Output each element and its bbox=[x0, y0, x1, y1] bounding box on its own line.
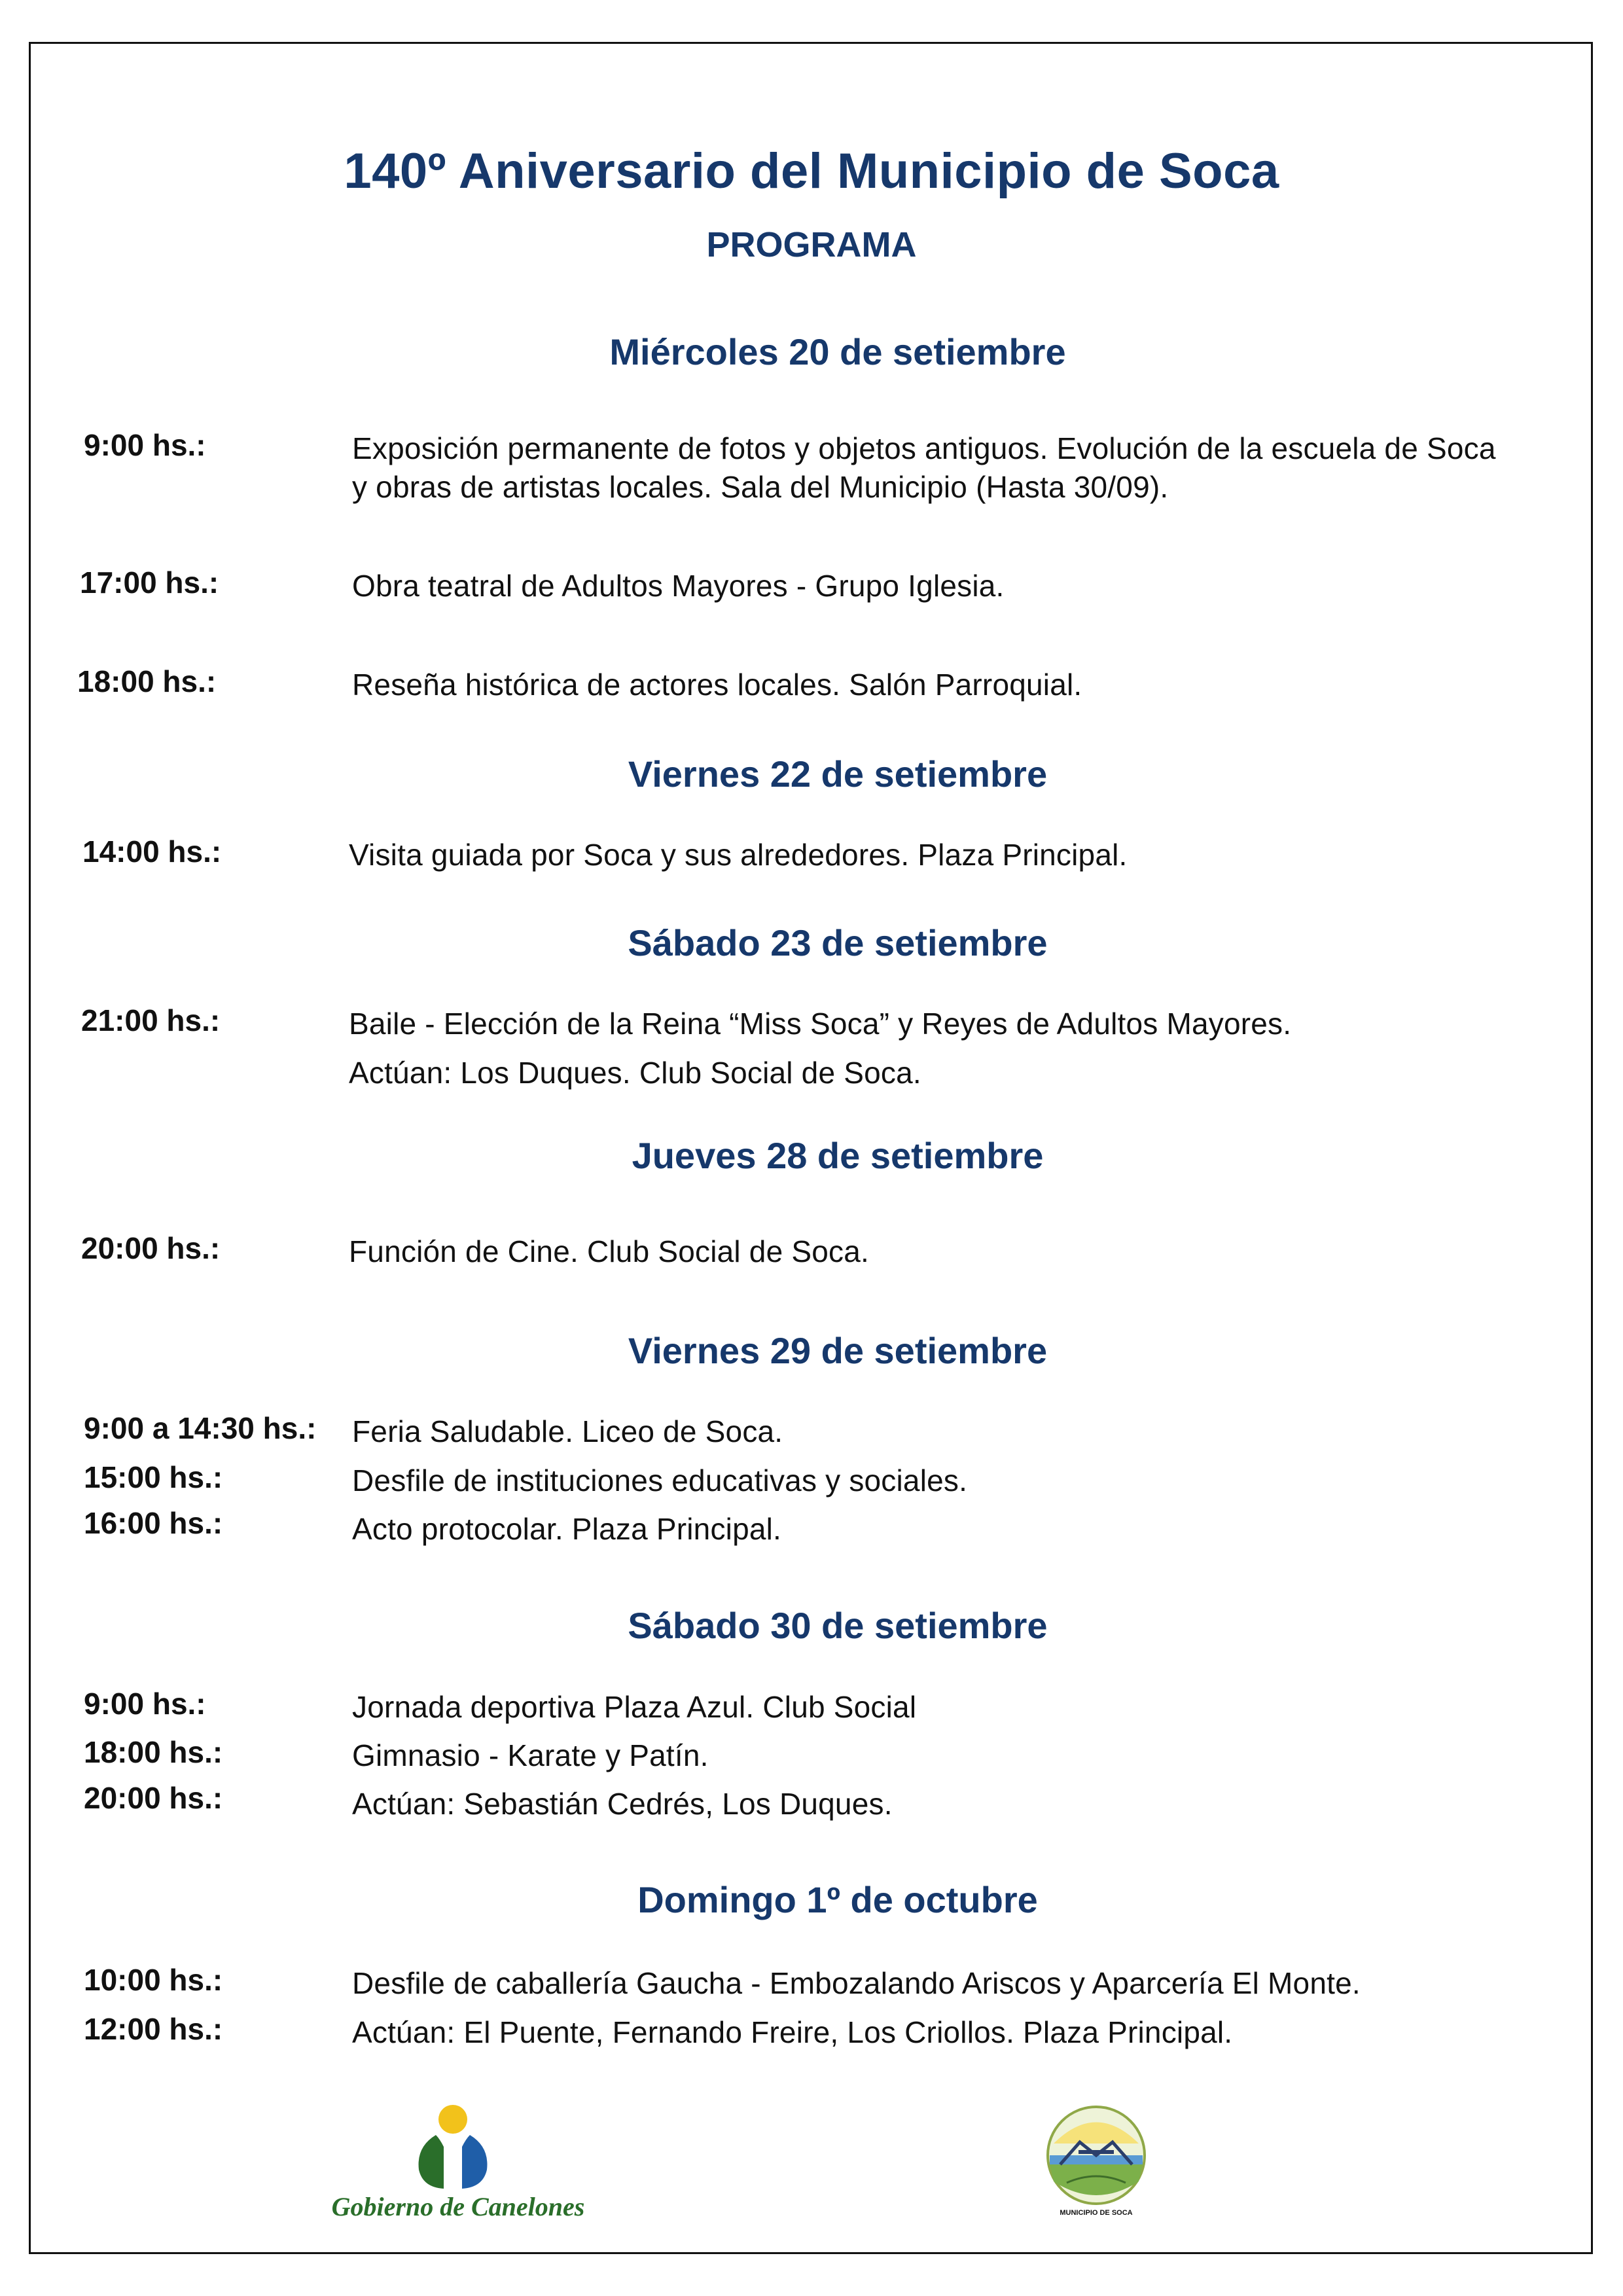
event-time: 12:00 hs.: bbox=[84, 2012, 223, 2046]
event-time: 20:00 hs.: bbox=[81, 1231, 221, 1265]
event-description: Actúan: El Puente, Fernando Freire, Los Criollos. Plaza Principal. bbox=[352, 2015, 1233, 2049]
event-description: Actúan: Los Duques. Club Social de Soca. bbox=[349, 1056, 921, 1090]
day-heading: Domingo 1º de octubre bbox=[637, 1879, 1038, 1920]
municipio-soca-seal-icon bbox=[1041, 2104, 1152, 2206]
page-title: 140º Aniversario del Municipio de Soca bbox=[344, 143, 1279, 199]
day-heading: Viernes 29 de setiembre bbox=[628, 1330, 1048, 1371]
event-description: Función de Cine. Club Social de Soca. bbox=[349, 1234, 869, 1268]
event-description: Gimnasio - Karate y Patín. bbox=[352, 1738, 709, 1772]
event-description: Reseña histórica de actores locales. Salón Parroquial. bbox=[352, 668, 1082, 702]
event-time: 21:00 hs.: bbox=[81, 1003, 221, 1037]
event-time: 14:00 hs.: bbox=[82, 834, 222, 869]
event-description: Exposición permanente de fotos y objetos antiguos. Evolución de la escuela de Soca bbox=[352, 431, 1496, 465]
day-heading: Jueves 28 de setiembre bbox=[632, 1135, 1044, 1176]
event-time: 18:00 hs.: bbox=[77, 664, 217, 698]
day-heading: Sábado 30 de setiembre bbox=[628, 1605, 1048, 1646]
event-time: 16:00 hs.: bbox=[84, 1506, 223, 1540]
page-subtitle: PROGRAMA bbox=[706, 225, 917, 264]
canelones-logo-text: Gobierno de Canelones bbox=[331, 2192, 585, 2221]
event-time: 9:00 a 14:30 hs.: bbox=[84, 1411, 317, 1445]
event-description: Desfile de caballería Gaucha - Embozalando Ariscos y Aparcería El Monte. bbox=[352, 1966, 1361, 2000]
municipio-soca-logo bbox=[1041, 2104, 1152, 2219]
event-description: Baile - Elección de la Reina “Miss Soca” y Reyes de Adultos Mayores. bbox=[349, 1007, 1292, 1041]
event-time: 9:00 hs.: bbox=[84, 428, 206, 462]
event-time: 10:00 hs.: bbox=[84, 1963, 223, 1997]
municipio-soca-logo-text: MUNICIPIO DE SOCA bbox=[1060, 2209, 1133, 2217]
day-heading: Sábado 23 de setiembre bbox=[628, 922, 1048, 963]
event-time: 9:00 hs.: bbox=[84, 1687, 206, 1721]
event-description: Visita guiada por Soca y sus alrededores. Plaza Principal. bbox=[349, 838, 1128, 872]
event-time: 17:00 hs.: bbox=[80, 565, 219, 600]
event-description: Desfile de instituciones educativas y sociales. bbox=[352, 1463, 968, 1498]
day-heading: Viernes 22 de setiembre bbox=[628, 753, 1048, 795]
event-description: Jornada deportiva Plaza Azul. Club Social bbox=[352, 1690, 917, 1724]
event-description: y obras de artistas locales. Sala del Municipio (Hasta 30/09). bbox=[352, 470, 1169, 504]
canelones-logo bbox=[314, 2101, 602, 2225]
event-time: 15:00 hs.: bbox=[84, 1460, 223, 1494]
event-description: Feria Saludable. Liceo de Soca. bbox=[352, 1414, 783, 1448]
event-time: 20:00 hs.: bbox=[84, 1781, 223, 1815]
event-description: Obra teatral de Adultos Mayores - Grupo Iglesia. bbox=[352, 569, 1005, 603]
day-heading: Miércoles 20 de setiembre bbox=[609, 331, 1066, 372]
event-time: 18:00 hs.: bbox=[84, 1735, 223, 1769]
event-description: Actúan: Sebastián Cedrés, Los Duques. bbox=[352, 1787, 893, 1821]
event-description: Acto protocolar. Plaza Principal. bbox=[352, 1512, 782, 1546]
canelones-logo-icon bbox=[314, 2101, 602, 2193]
